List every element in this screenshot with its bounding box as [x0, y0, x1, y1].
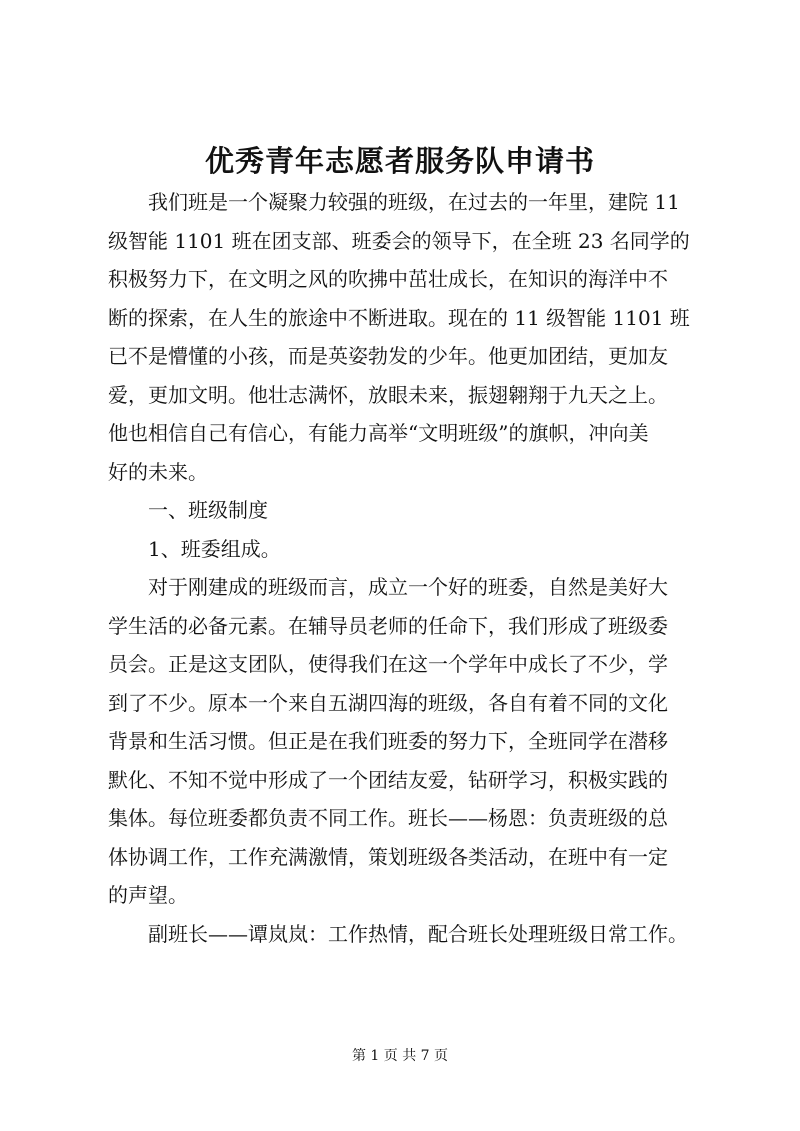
body-line: 级智能 1101 班在团支部、班委会的领导下，在全班 23 名同学的	[108, 228, 690, 253]
body-line: 积极努力下，在文明之风的吹拂中茁壮成长，在知识的海洋中不	[108, 267, 668, 291]
body-line: 员会。正是这支团队，使得我们在这一个学年中成长了不少，学	[108, 652, 668, 676]
document-body	[108, 183, 718, 953]
body-line: 我们班是一个凝聚力较强的班级，在过去的一年里，建院 11	[148, 190, 680, 214]
body-line: 爱，更加文明。他壮志满怀，放眼未来，振翅翱翔于九天之上。	[108, 382, 668, 407]
body-line: 他也相信自己有信心，有能力高举“文明班级”的旗帜，冲向美	[108, 421, 649, 445]
body-line: 背景和生活习惯。但正是在我们班委的努力下，全班同学在潜移	[108, 729, 668, 753]
body-line: 体协调工作，工作充满激情，策划班级各类活动，在班中有一定	[108, 844, 668, 869]
page-footer: 第 1 页 共 7 页	[351, 1048, 449, 1064]
body-line: 到了不少。原本一个来自五湖四海的班级，各自有着不同的文化	[108, 690, 668, 715]
body-line: 集体。每位班委都负责不同工作。班长——杨恩：负责班级的总	[108, 806, 668, 830]
body-line: 已不是懵懂的小孩，而是英姿勃发的少年。他更加团结，更加友	[108, 344, 668, 368]
body-line: 副班长——谭岚岚：工作热情，配合班长处理班级日常工作。	[148, 921, 688, 946]
section-heading: 一、班级制度	[148, 498, 268, 522]
body-line: 默化、不知不觉中形成了一个团结友爱，钻研学习，积极实践的	[108, 767, 668, 792]
body-line: 的声望。	[108, 883, 188, 907]
subsection-heading: 1、班委组成。	[148, 536, 281, 561]
document-title: 优秀青年志愿者服务队申请书	[204, 144, 595, 178]
body-line: 对于刚建成的班级而言，成立一个好的班委，自然是美好大	[148, 575, 668, 599]
body-line: 学生活的必备元素。在辅导员老师的任命下，我们形成了班级委	[108, 613, 668, 638]
body-line: 断的探索，在人生的旅途中不断进取。现在的 11 级智能 1101 班	[108, 305, 690, 330]
body-line: 好的未来。	[108, 459, 208, 484]
